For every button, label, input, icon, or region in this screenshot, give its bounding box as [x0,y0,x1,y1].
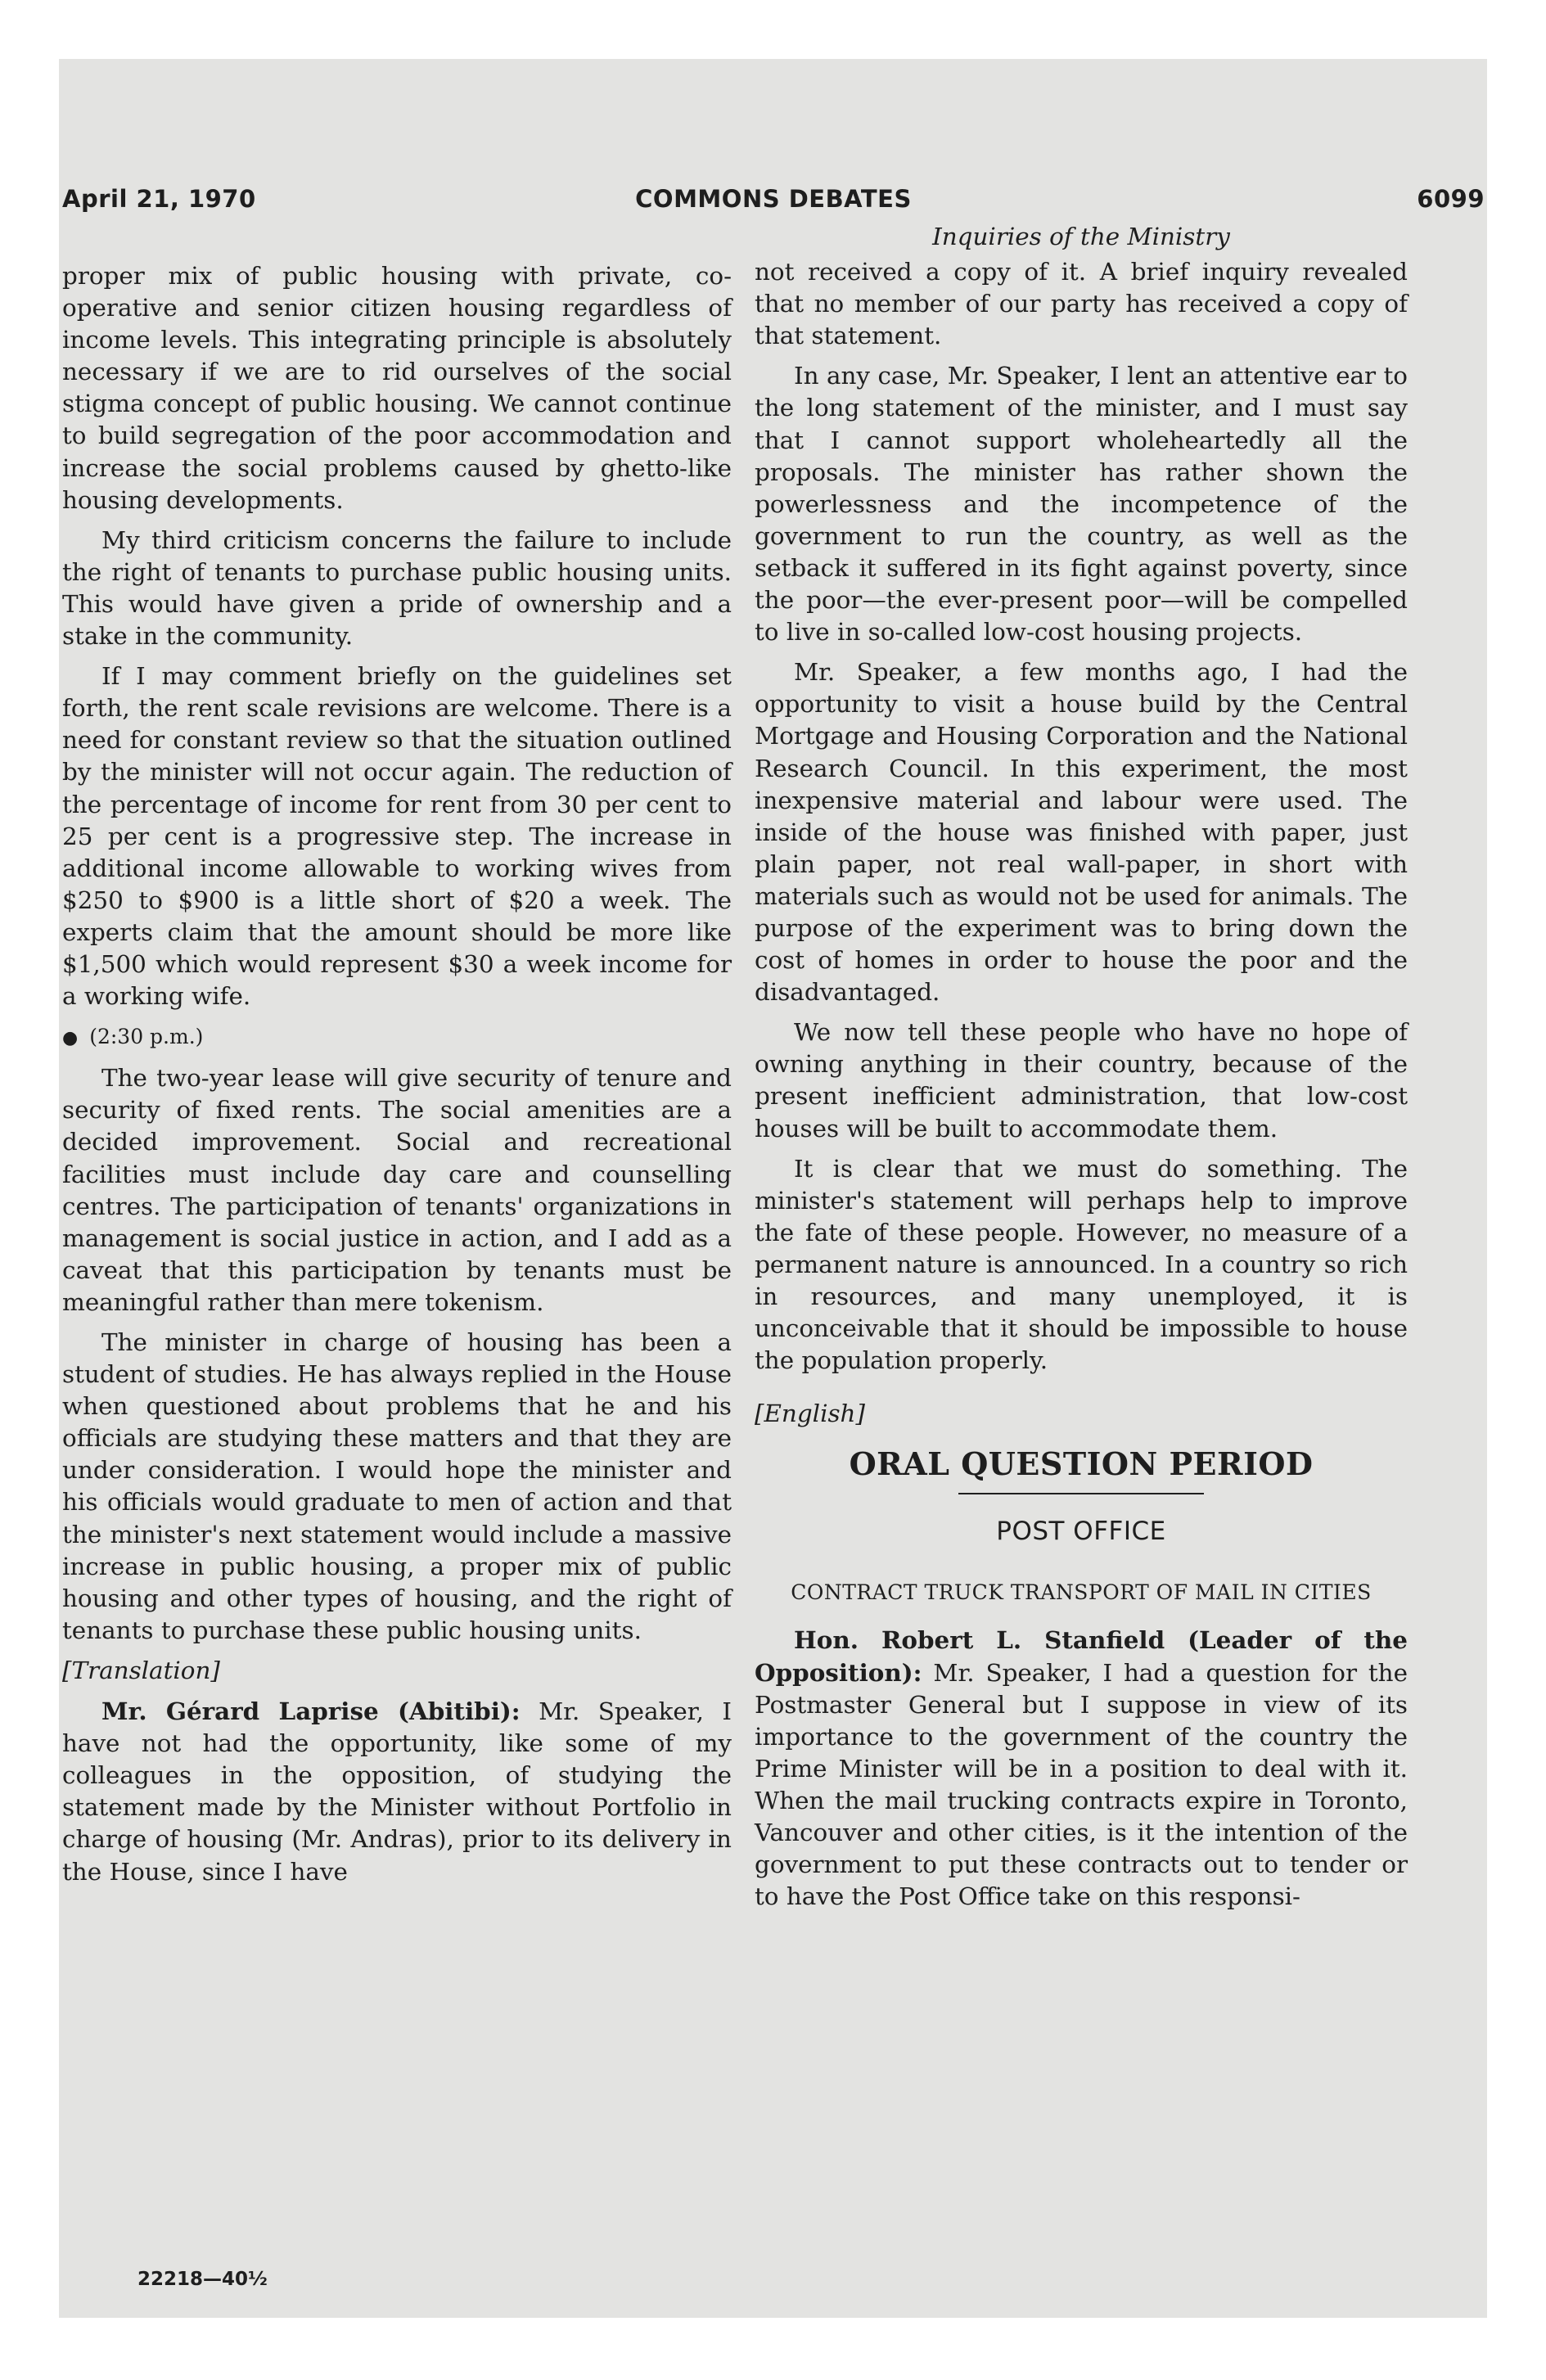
time-stamp [62,1021,732,1054]
topic-heading: CONTRACT TRUCK TRANSPORT OF MAIL IN CITIES [791,1580,1372,1604]
paragraph: It is clear that we must do something. The minister's statement will perhaps help to improve the fate of these people. However, no measure of a permanent nature is announced. In a country so rich in resources, and many unemployed, it is unconceivable that it should be impossible to house the population properly. [755,1154,1408,1375]
sub-heading: POST OFFICE [996,1517,1166,1547]
header-title: COMMONS DEBATES [635,185,912,213]
paragraph: proper mix of public housing with private, co-operative and senior citizen housing regardless of income levels. This integrating principle is absolutely necessary if we are to rid ourselves of the social stigma concept of public housing. We cannot continue to build segregation of the poor accommodation and increase the social problems caused by ghetto-like housing developments. [62,262,732,514]
paragraph: In any case, Mr. Speaker, I lent an attentive ear to the long statement of the minister, and I must say that I cannot support wholeheartedly all the proposals. The minister has rather shown the powerlessness and the incompetence of the government to run the country, as well as the setback it suffered in its fight against poverty, since the poor—the ever-present poor—will be compelled to live in so-called low-cost housing projects. [755,362,1408,647]
speaker-name: Mr. Gérard Laprise (Abitibi): [101,1697,521,1726]
left-column [62,260,732,1896]
time-stamp-text: (2:30 p.m.) [89,1025,204,1049]
paragraph: If I may comment briefly on the guidelines set forth, the rent scale revisions are welcome. There is a need for constant review so that the situation outlined by the minister will not occur again. The reduction of the percentage of income for rent from 30 per cent to 25 per cent is a progressive step. The increase in additional income allowable to working wives from $250 to $900 is a little short of $20 a week. The experts claim that the amount should be more like $1,500 which would represent $30 a week income for a working wife. [62,662,732,1011]
speech-text: Mr. Speaker, I have not had the opportunity, like some of my colleagues in the opposition, of studying the statement made by the Minister without Portfolio in charge of housing (Mr. Andras), prior to its delivery in the House, since I have [62,1697,732,1886]
speech-text: Mr. Speaker, I had a question for the Postmaster General but I suppose in view of its importance to the government of the country the Prime Minister will be in a position to deal with it. When the mail trucking contracts expire in Toronto, Vancouver and other cities, is it the intention of the government to put these contracts out to tender or to have the Post Office take on this responsi- [755,1658,1409,1911]
paragraph: The minister in charge of housing has been a student of studies. He has always replied in the House when questioned about problems that he and his officials are studying these matters and that they are under consideration. I would hope the minister and his officials would graduate to men of action and that the minister's next statement would include a massive increase in public housing, a proper mix of public housing and other types of housing, and the right of tenants to purchase these public housing units. [62,1328,732,1644]
paragraph: not received a copy of it. A brief inquiry revealed that no member of our party has received a copy of that statement. [755,258,1408,350]
bullet-icon: ● [62,1028,79,1049]
section-heading: ORAL QUESTION PERIOD [849,1445,1314,1483]
paragraph: Mr. Speaker, a few months ago, I had the opportunity to visit a house build by the Central Mortgage and Housing Corporation and the National Research Council. In this experiment, the most inexpensive material and labour were used. The inside of the house was finished with paper, just plain paper, not real wall-paper, in short with materials such as would not be used for animals. The purpose of the experiment was to bring down the cost of homes in order to house the poor and the disadvantaged. [755,658,1408,1007]
header-date: April 21, 1970 [62,185,256,213]
speech-paragraph [755,1624,1408,1913]
english-tag: [English] [755,1400,865,1428]
page-number: 6099 [1417,185,1485,213]
running-head: Inquiries of the Ministry [932,223,1230,250]
right-column [755,221,1408,1921]
speech-paragraph [62,1695,732,1888]
speaker-name: Hon. Robert L. Stanfield (Leader of the Opposition): [755,1625,1408,1687]
page-header [62,185,1485,218]
translation-tag: [Translation] [62,1656,220,1684]
paragraph: My third criticism concerns the failure to include the right of tenants to purchase public housing units. This would have given a pride of ownership and a stake in the community. [62,525,732,651]
heading-rule [958,1493,1204,1494]
paragraph: The two-year lease will give security of tenure and security of fixed rents. The social amenities are a decided improvement. Social and recreational facilities must include day care and counselling centres. The participation of tenants' organizations in management is social justice in action, and I add as a caveat that this participation by tenants must be meaningful rather than mere tokenism. [62,1064,732,1316]
footer-code: 22218—40½ [137,2269,268,2290]
paragraph: We now tell these people who have no hope of owning anything in their country, because of the present inefficient administration, that low-cost houses will be built to accommodate them. [755,1018,1408,1143]
